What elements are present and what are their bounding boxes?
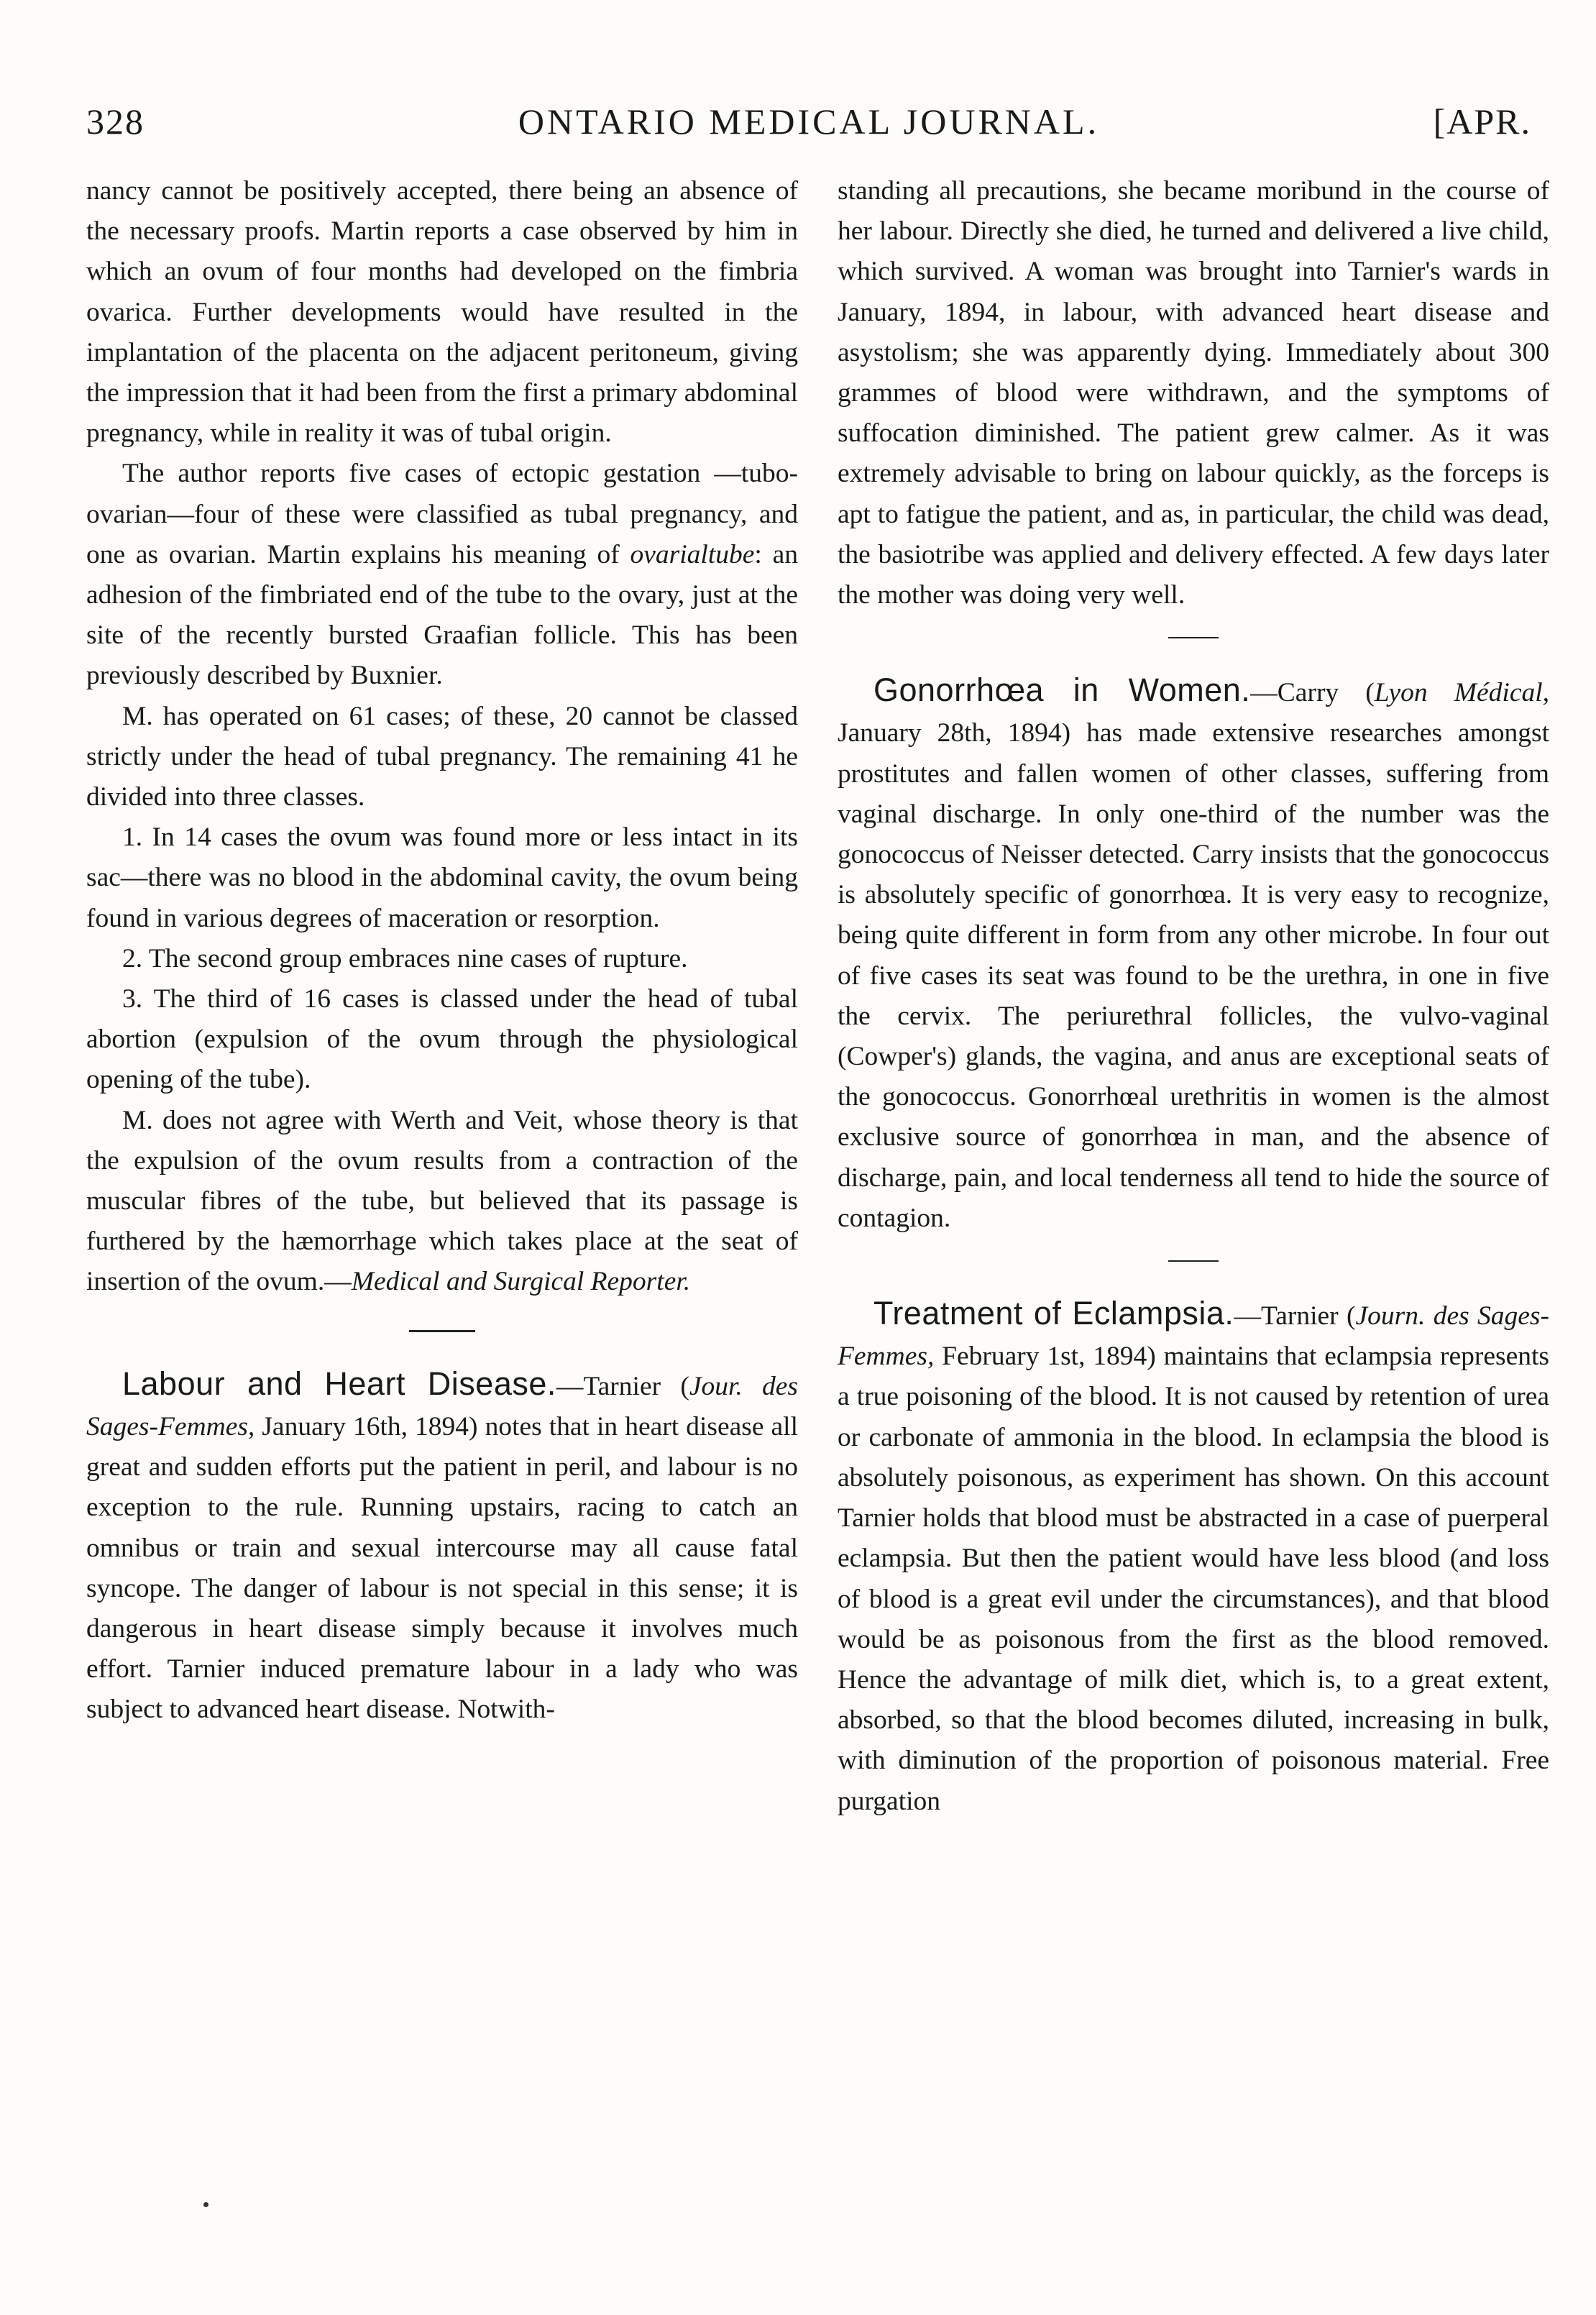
- paragraph: The author reports five cases of ectopic gestation —tubo-ovarian—four of these were classified as tubal pregnancy, and one as ovarian. Martin explains his meaning of ovarialtube: an adhesion of the fimbriated end of the tube to the ovary, just at the site of the recently bursted Graafian follicle. This has been previously described by Buxnier.: [86, 459, 798, 691]
- article-labour-heart-disease: Labour and Heart Disease.—Tarnier (Jour. des Sages-Femmes, January 16th, 1894) notes that in heart disease all great and sudden efforts put the patient in peril, and labour is no exception to the rule. Running upstairs, racing to catch an omnibus or train and sexual intercourse may all cause fatal syncope. The danger of labour is not special in this sense; it is dangerous in heart disease simply because it involves much effort. Tarnier induced premature labour in a lady who was subject to advanced heart disease. Notwith-: [86, 1365, 798, 1725]
- source-citation: Jour. des Sages-Femmes,: [86, 1371, 798, 1441]
- right-column: [838, 171, 1549, 1822]
- page-header: [86, 92, 1531, 150]
- issue-month: [APR.: [1433, 101, 1531, 142]
- journal-title: ONTARIO MEDICAL JOURNAL.: [518, 101, 1100, 142]
- article-heading: Treatment of Eclampsia.: [873, 1295, 1234, 1332]
- paragraph: M. does not agree with Werth and Veit, whose theory is that the expulsion of the ovum results from a contraction of the muscular fibres of the tube, but believed that its passage is furthered by the hæmorrhage which takes place at the seat of insertion of the ovum.—Medical and Surgical Reporter.: [86, 1105, 798, 1297]
- source-citation: Medical and Surgical Reporter.: [351, 1267, 691, 1297]
- list-item: 1. In 14 cases the ovum was found more or less intact in its sac—there was no blood in the abdominal cavity, the ovum being found in various degrees of maceration or resorption.: [86, 822, 798, 933]
- article-heading: Gonorrhœa in Women.: [873, 671, 1251, 709]
- source-citation: Lyon Médical,: [1374, 678, 1550, 708]
- source-citation: Journ. des Sages-Femmes,: [838, 1301, 1550, 1372]
- article-gonorrhoea: Gonorrhœa in Women.—Carry (Lyon Médical, January 28th, 1894) has made extensive researches amongst prostitutes and fallen women of other classes, suffering from vaginal discharge. In only one-third of the number was the gonococcus of Neisser detected. Carry insists that the gonococcus is absolutely specific of gonorrhœa. It is very easy to recognize, being quite different in form from any other microbe. In four out of five cases its seat was found to be the urethra, in one in five the cervix. The periurethral follicles, the vulvo-vaginal (Cowper's) glands, the vagina, and anus are exceptional seats of the gonococcus. Gonorrhœal urethritis in women is the almost exclusive source of gonorrhœa in man, and the absence of discharge, pain, and local tenderness all tend to hide the source of contagion.: [838, 671, 1550, 1233]
- section-divider: [1168, 637, 1219, 638]
- section-divider: [409, 1330, 475, 1332]
- article-heading: Labour and Heart Disease.: [122, 1365, 556, 1402]
- paragraph: M. has operated on 61 cases; of these, 20 cannot be classed strictly under the head of tubal pregnancy. The remaining 41 he divided into three classes.: [86, 701, 798, 812]
- left-column: [86, 171, 798, 1730]
- paragraph: standing all precautions, she became moribund in the course of her labour. Directly she died, he turned and delivered a live child, which survived. A woman was brought into Tarnier's wards in January, 1894, in labour, with advanced heart disease and asystolism; she was apparently dying. Immediately about 300 grammes of blood were withdrawn, and the symptoms of suffocation diminished. The patient grew calmer. As it was extremely advisable to bring on labour quickly, as the forceps is apt to fatigue the patient, and as, in particular, the child was dead, the basiotribe was applied and delivery effected. A few days later the mother was doing very well.: [838, 176, 1549, 610]
- article-eclampsia: Treatment of Eclampsia.—Tarnier (Journ. des Sages-Femmes, February 1st, 1894) maintains that eclampsia represents a true poisoning of the blood. It is not caused by retention of urea or carbonate of ammonia in the blood. In eclampsia the blood is absolutely poisonous, as experiment has shown. On this account Tarnier holds that blood must be abstracted in a case of puerperal eclampsia. But then the patient would have less blood (and loss of blood is a great evil under the circumstances), and that blood would be as poisonous from the first as the blood removed. Hence the advantage of milk diet, which is, to a great extent, absorbed, so that the blood becomes diluted, increasing in bulk, with diminution of the proportion of poisonous material. Free purgation: [838, 1295, 1550, 1816]
- paragraph: nancy cannot be positively accepted, there being an absence of the necessary proofs. Martin reports a case observed by him in which an ovum of four months had developed on the fimbria ovarica. Further developments would have resulted in the implantation of the placenta on the adjacent peritoneum, giving the impression that it had been from the first a primary abdominal pregnancy, while in reality it was of tubal origin.: [86, 176, 798, 449]
- page-number: 328: [86, 101, 145, 142]
- term-ovarialtube: ovarialtube: [630, 539, 755, 569]
- ink-speck: [203, 2202, 208, 2207]
- list-item: 2. The second group embraces nine cases of rupture.: [122, 943, 688, 973]
- list-item: 3. The third of 16 cases is classed under the head of tubal abortion (expulsion of the ovum through the physiological opening of the tube).: [86, 984, 798, 1095]
- section-divider: [1168, 1260, 1219, 1262]
